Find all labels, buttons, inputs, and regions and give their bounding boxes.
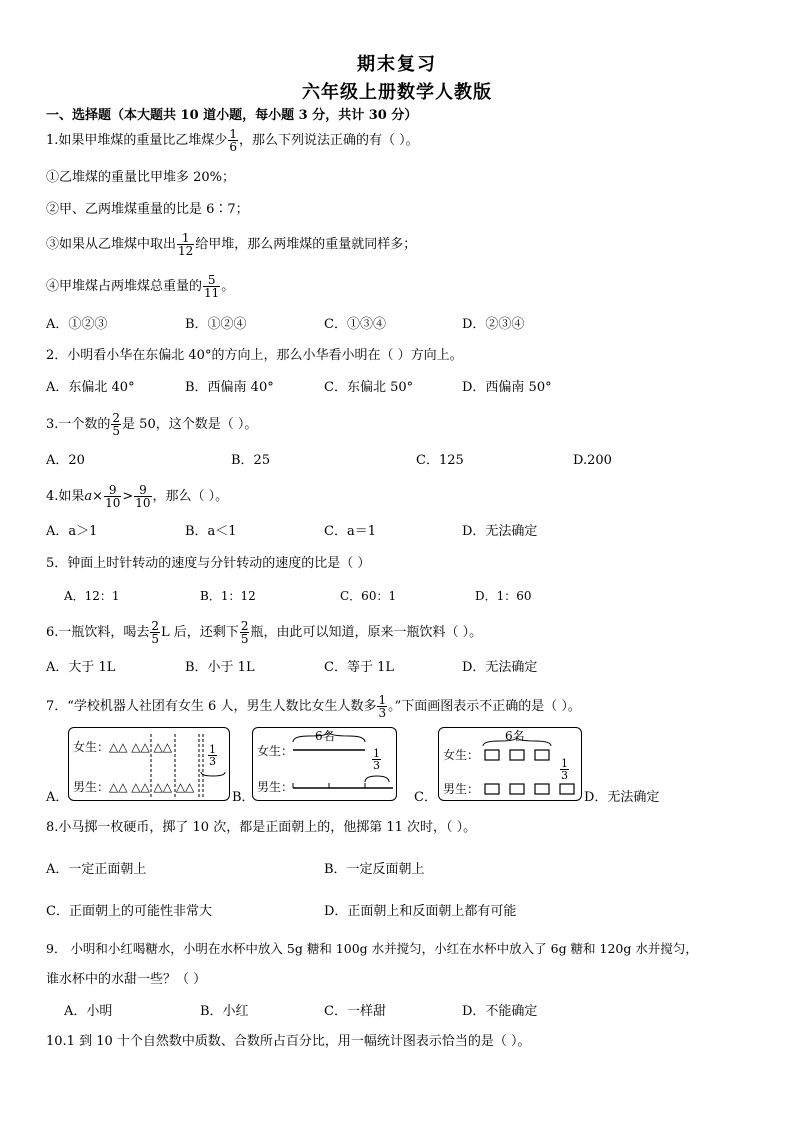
q1-text-b: ，那么下列说法正确的有（ ）。 [239, 133, 419, 148]
q1-s4-fraction: $\frac{5}{11}$ [204, 273, 220, 300]
q7-label-b[interactable]: B． [232, 790, 255, 805]
q6-fraction-2: $\frac{2}{5}$ [240, 619, 249, 646]
q8-option-b[interactable]: B．一定反面朝上 [324, 862, 425, 877]
q8-option-d[interactable]: D．正面朝上和反面朝上都有可能 [324, 904, 517, 919]
q9-option-b[interactable]: B．小红 [200, 1004, 249, 1019]
q9-option-a[interactable]: A．小明 [64, 1004, 113, 1019]
section-heading: 一、选择题（本大题共 10 道小题，每小题 3 分，共计 30 分） [46, 108, 418, 123]
q7c-girls-label: 女生： [443, 748, 480, 762]
q7-label-a[interactable]: A． [46, 790, 69, 805]
q1-statement-2: ②甲、乙两堆煤重量的比是 6∶7； [46, 202, 249, 217]
q6-option-a[interactable]: A．大于 1L [46, 660, 116, 675]
q6-option-d[interactable]: D．无法确定 [462, 660, 538, 675]
q7a-girls-row: 女生：△△ △△ △△ [73, 740, 173, 754]
q7-option-d[interactable]: D．无法确定 [584, 790, 660, 805]
q1-option-a[interactable]: A．①②③ [46, 317, 108, 332]
q7a-fraction: $\frac{1}{3}$ [209, 743, 216, 768]
q9-option-c[interactable]: C．一样甜 [324, 1004, 386, 1019]
q2-option-a[interactable]: A．东偏北 40° [46, 380, 135, 395]
q1-option-b[interactable]: B．①②④ [185, 317, 247, 332]
q4-option-d[interactable]: D．无法确定 [462, 524, 538, 539]
page-title: 期末复习 [357, 54, 437, 75]
question-1-stem [46, 128, 419, 153]
question-9-stem-line2: 谁水杯中的水甜一些？（ ） [46, 972, 207, 987]
q7c-fraction: $\frac{1}{3}$ [561, 757, 568, 782]
q4-option-c[interactable]: C．a＝1 [324, 524, 376, 539]
question-4-stem: 4.如果a× $\frac{9}{10}$ > $\frac{9}{10}$ ，那么（ ）。 [46, 483, 229, 510]
q5-option-a[interactable]: A．12：1 [64, 589, 120, 603]
q7b-fraction: $\frac{1}{3}$ [373, 747, 380, 772]
q8-option-a[interactable]: A．一定正面朝上 [46, 862, 147, 877]
q7c-six-label: 6名 [505, 729, 525, 743]
q7-diagram-b[interactable] [252, 727, 397, 801]
q4-option-b[interactable]: B．a＜1 [185, 524, 237, 539]
q5-option-d[interactable]: D．1：60 [475, 589, 532, 603]
q7-diagram-a[interactable] [68, 727, 230, 801]
q1-option-c[interactable]: C．①③④ [324, 317, 386, 332]
q7-label-c[interactable]: C． [414, 790, 437, 805]
q7-diagram-c[interactable] [438, 727, 582, 801]
q3-option-c[interactable]: C．125 [416, 453, 464, 468]
q1-statement-1: ①乙堆煤的重量比甲堆多 20%； [46, 170, 236, 185]
q1-s3-fraction: $\frac{1}{12}$ [178, 231, 194, 258]
question-3-stem: 3.一个数的 $\frac{2}{5}$ 是 50，这个数是（ ）。 [46, 411, 258, 438]
q4-fraction-2: $\frac{9}{10}$ [135, 483, 151, 510]
q1-statement-4: ④甲堆煤占两堆煤总重量的 $\frac{5}{11}$ 。 [46, 273, 235, 300]
q5-option-c[interactable]: C．60：1 [340, 589, 397, 603]
q1-option-d[interactable]: D．②③④ [462, 317, 525, 332]
q1-fraction: $\frac{1}{6}$ [229, 127, 238, 154]
question-9-stem-line1: 9． 小明和小红喝糖水，小明在水杯中放入 5g 糖和 100g 水并搅匀，小红在水杯中放入了 6g 糖和 120g 水并搅匀， [46, 941, 698, 956]
q7b-boys-label: 男生： [257, 780, 294, 794]
question-5-stem: 5．钟面上时针转动的速度与分针转动的速度的比是（ ） [46, 556, 371, 571]
q6-option-c[interactable]: C．等于 1L [324, 660, 394, 675]
q1-statement-3: ③如果从乙堆煤中取出 $\frac{1}{12}$ 给甲堆，那么两堆煤的重量就同样多； [46, 231, 417, 258]
q2-option-d[interactable]: D．西偏南 50° [462, 380, 552, 395]
q7-fraction: $\frac{1}{3}$ [378, 693, 387, 720]
q9-option-d[interactable]: D．不能确定 [462, 1004, 538, 1019]
q6-option-b[interactable]: B．小于 1L [185, 660, 255, 675]
question-10-stem: 10.1 到 10 十个自然数中质数、合数所占百分比，用一幅统计图表示恰当的是（ ）。 [46, 1034, 531, 1049]
q6-fraction-1: $\frac{2}{5}$ [151, 619, 160, 646]
q7a-boys-row: 男生：△△ △△ △△ △△ [73, 780, 195, 794]
q2-option-c[interactable]: C．东偏北 50° [324, 380, 414, 395]
q3-option-d[interactable]: D.200 [573, 453, 612, 468]
q7b-girls-label: 女生： [257, 744, 294, 758]
q7c-boys-label: 男生： [443, 782, 480, 796]
page-subtitle: 六年级上册数学人教版 [302, 82, 492, 103]
q3-fraction: $\frac{2}{5}$ [112, 411, 121, 438]
question-2-stem: 2．小明看小华在东偏北 40°的方向上，那么小华看小明在（ ）方向上。 [46, 348, 463, 363]
q7b-six-label: 6名 [315, 729, 335, 743]
q3-option-a[interactable]: A．20 [46, 453, 85, 468]
q8-option-c[interactable]: C．正面朝上的可能性非常大 [46, 904, 212, 919]
question-6-stem: 6.一瓶饮料，喝去 $\frac{2}{5}$ L 后，还剩下 $\frac{2}{5}$ 瓶，由此可以知道，原来一瓶饮料（ ）。 [46, 619, 483, 646]
q4-option-a[interactable]: A．a＞1 [46, 524, 98, 539]
q2-option-b[interactable]: B．西偏南 40° [185, 380, 274, 395]
question-7-stem: 7．“学校机器人社团有女生 6 人，男生人数比女生人数多 $\frac{1}{3}$ 。”下面画图表示不正确的是（ ）。 [46, 693, 581, 720]
question-8-stem: 8.小马掷一枚硬币，掷了 10 次，都是正面朝上的，他掷第 11 次时，（ ）。 [46, 820, 477, 835]
q5-option-b[interactable]: B．1：12 [200, 589, 256, 603]
q3-option-b[interactable]: B．25 [231, 453, 271, 468]
q1-text-a: 1.如果甲堆煤的重量比乙堆煤少 [46, 133, 228, 148]
q4-fraction-1: $\frac{9}{10}$ [105, 483, 121, 510]
